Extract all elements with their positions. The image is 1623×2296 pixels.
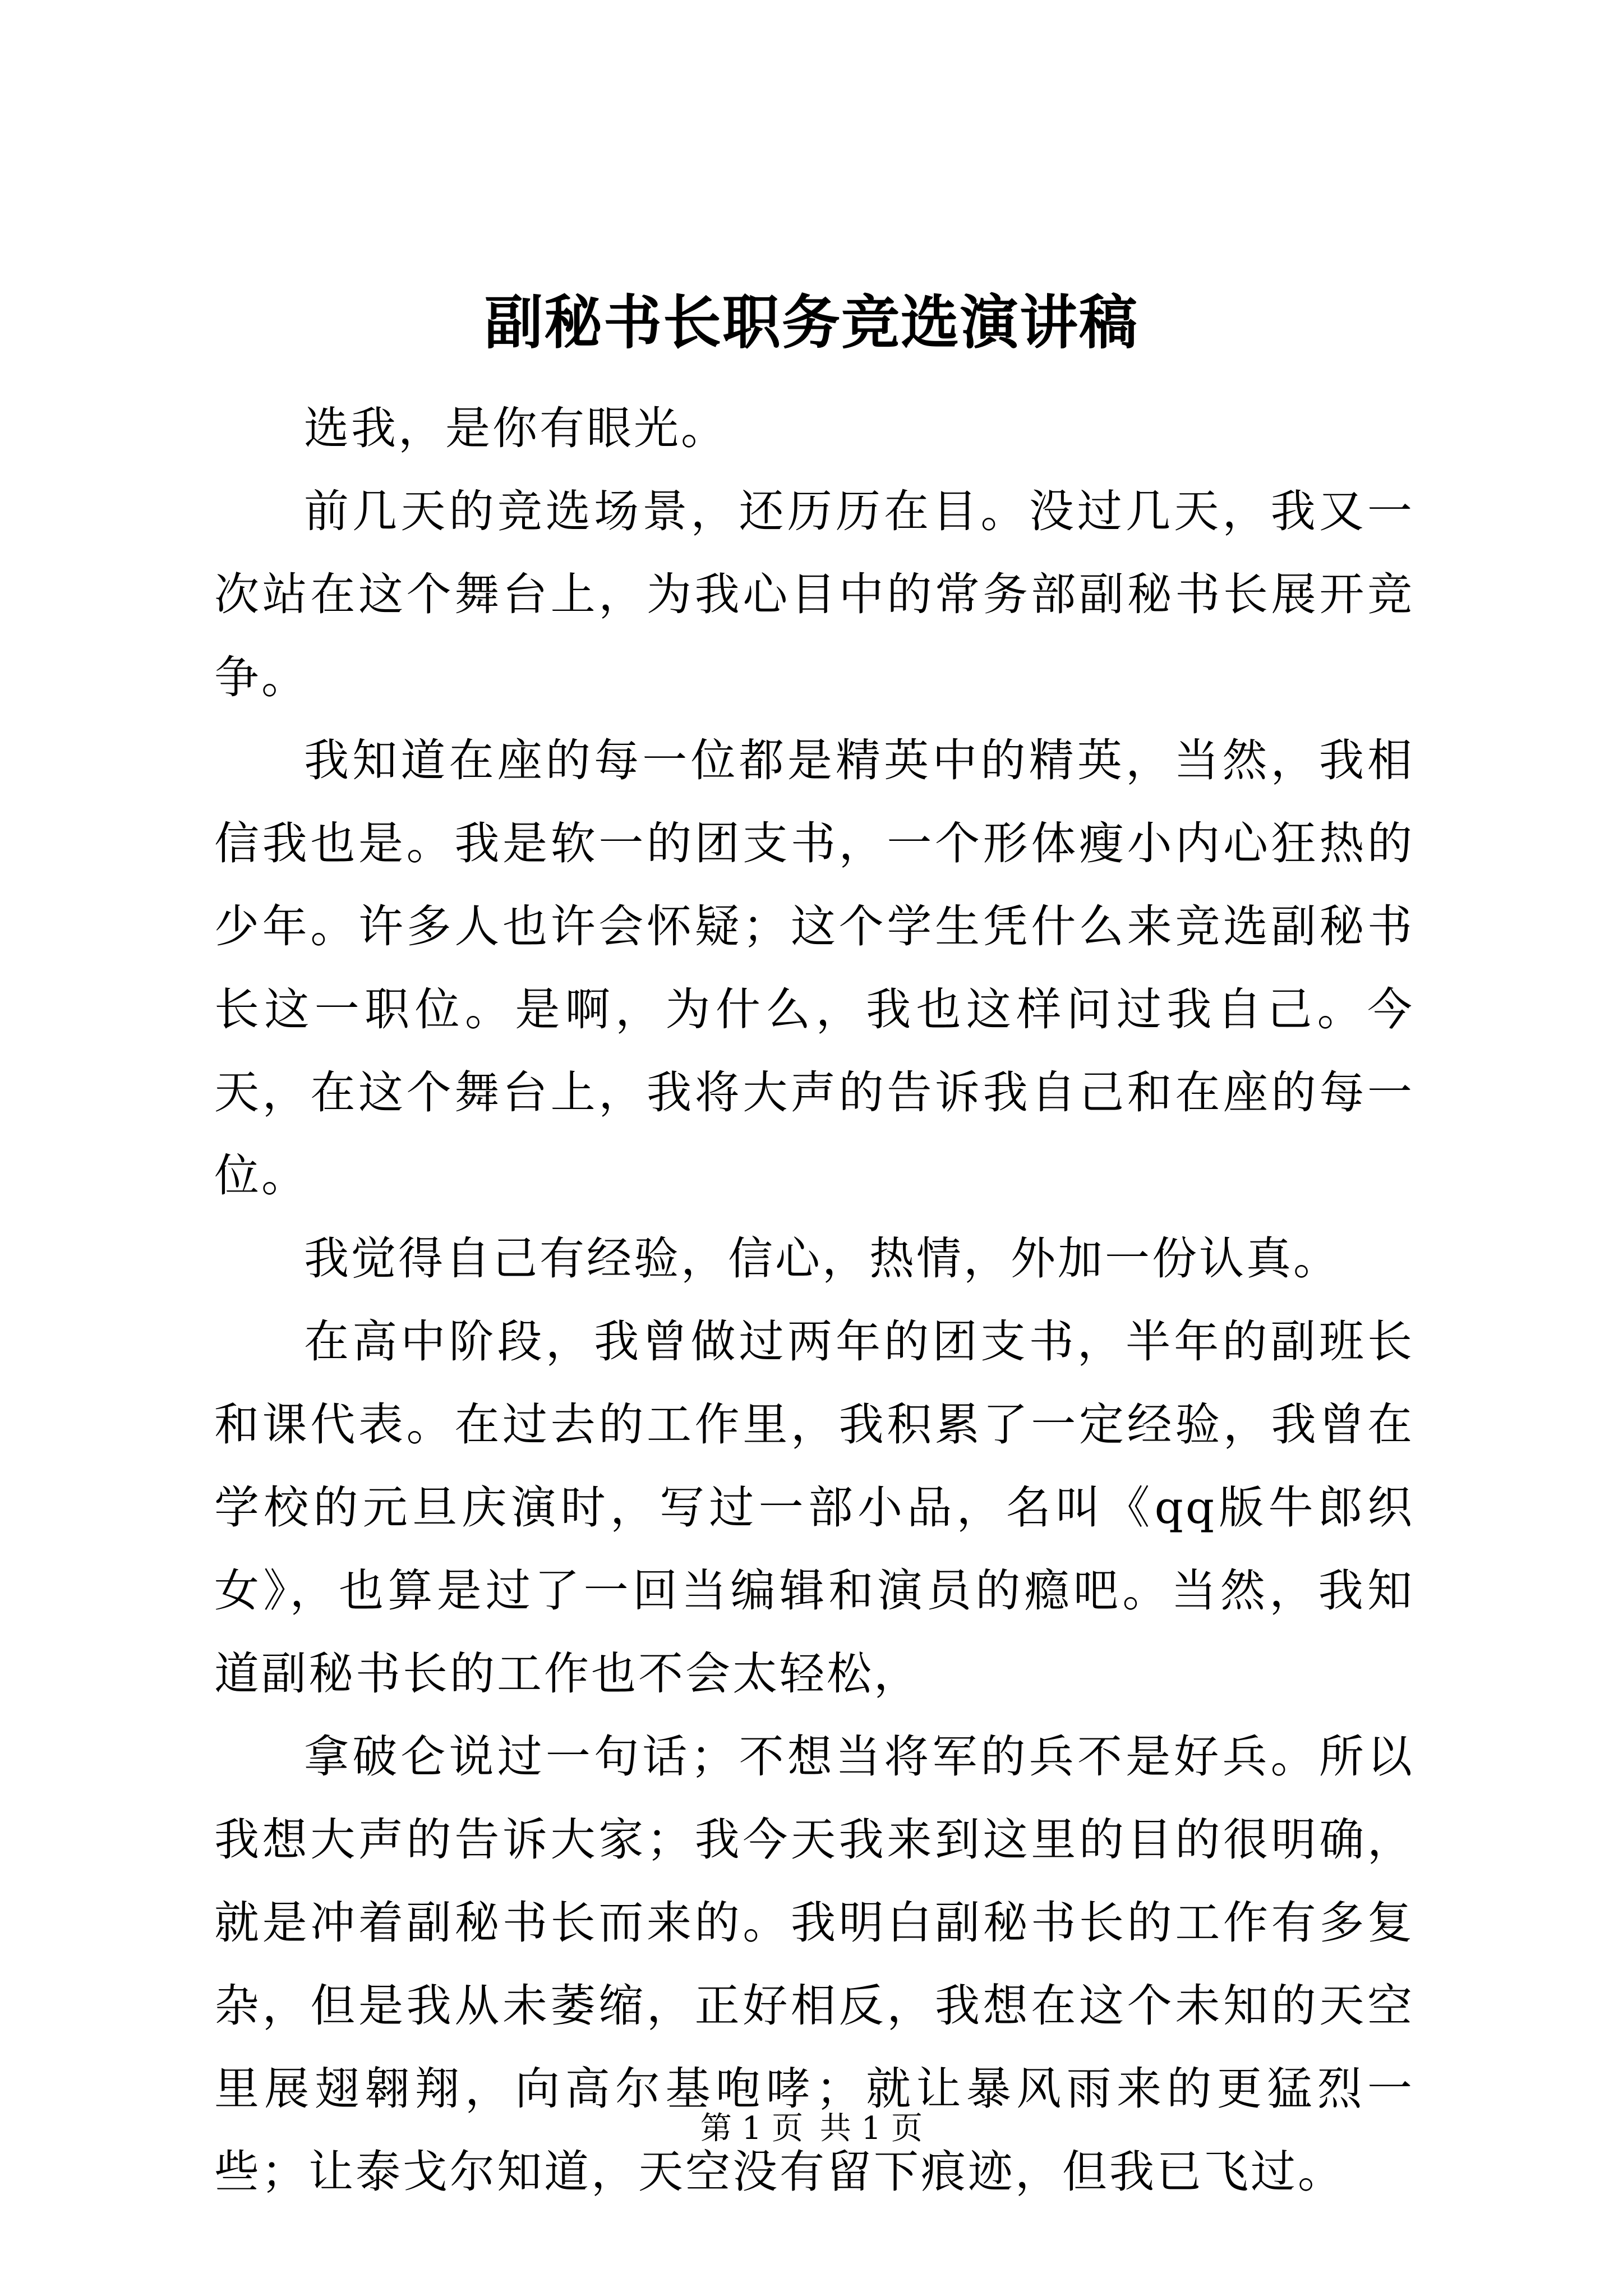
paragraph-5: 在高中阶段，我曾做过两年的团支书，半年的副班长和课代表。在过去的工作里，我积累了一定经验，我曾在学校的元旦庆演时，写过一部小品，名叫《qq版牛郎织女》，也算是过了一回当编辑和演员的瘾吧。当然，我知道副秘书长的工作也不会太轻松，	[214, 1315, 1414, 1700]
page-total: 共 1 页	[819, 2110, 923, 2147]
paragraph-4: 我觉得自己有经验，信心，热情，外加一份认真。	[304, 1232, 1340, 1285]
page-footer	[0, 2106, 1623, 2151]
paragraph-6: 拿破仑说过一句话；不想当将军的兵不是好兵。所以我想大声的告诉大家；我今天我来到这里的目的很明确，就是冲着副秘书长而来的。我明白副秘书长的工作有多复杂，但是我从未萎缩，正好相反，我想在这个未知的天空里展翅翱翔，向高尔基咆哮；就让暴风雨来的更猛烈一些；让泰戈尔知道，天空没有留下痕迹，但我已飞过。	[214, 1731, 1414, 2198]
document-title: 副秘书长职务竞选演讲稿	[484, 288, 1138, 357]
document-body	[214, 387, 1414, 2214]
paragraph-3: 我知道在座的每一位都是精英中的精英，当然，我相信我也是。我是软一的团支书，一个形体瘦小内心狂热的少年。许多人也许会怀疑；这个学生凭什么来竞选副秘书长这一职位。是啊，为什么，我也这样问过我自己。今天，在这个舞台上，我将大声的告诉我自己和在座的每一位。	[214, 734, 1414, 1202]
page-number: 第 1 页	[700, 2110, 804, 2147]
paragraph-1: 选我，是你有眼光。	[304, 402, 728, 454]
paragraph-2: 前几天的竞选场景，还历历在目。没过几天，我又一次站在这个舞台上，为我心目中的常务部副秘书长展开竞争。	[214, 485, 1414, 703]
